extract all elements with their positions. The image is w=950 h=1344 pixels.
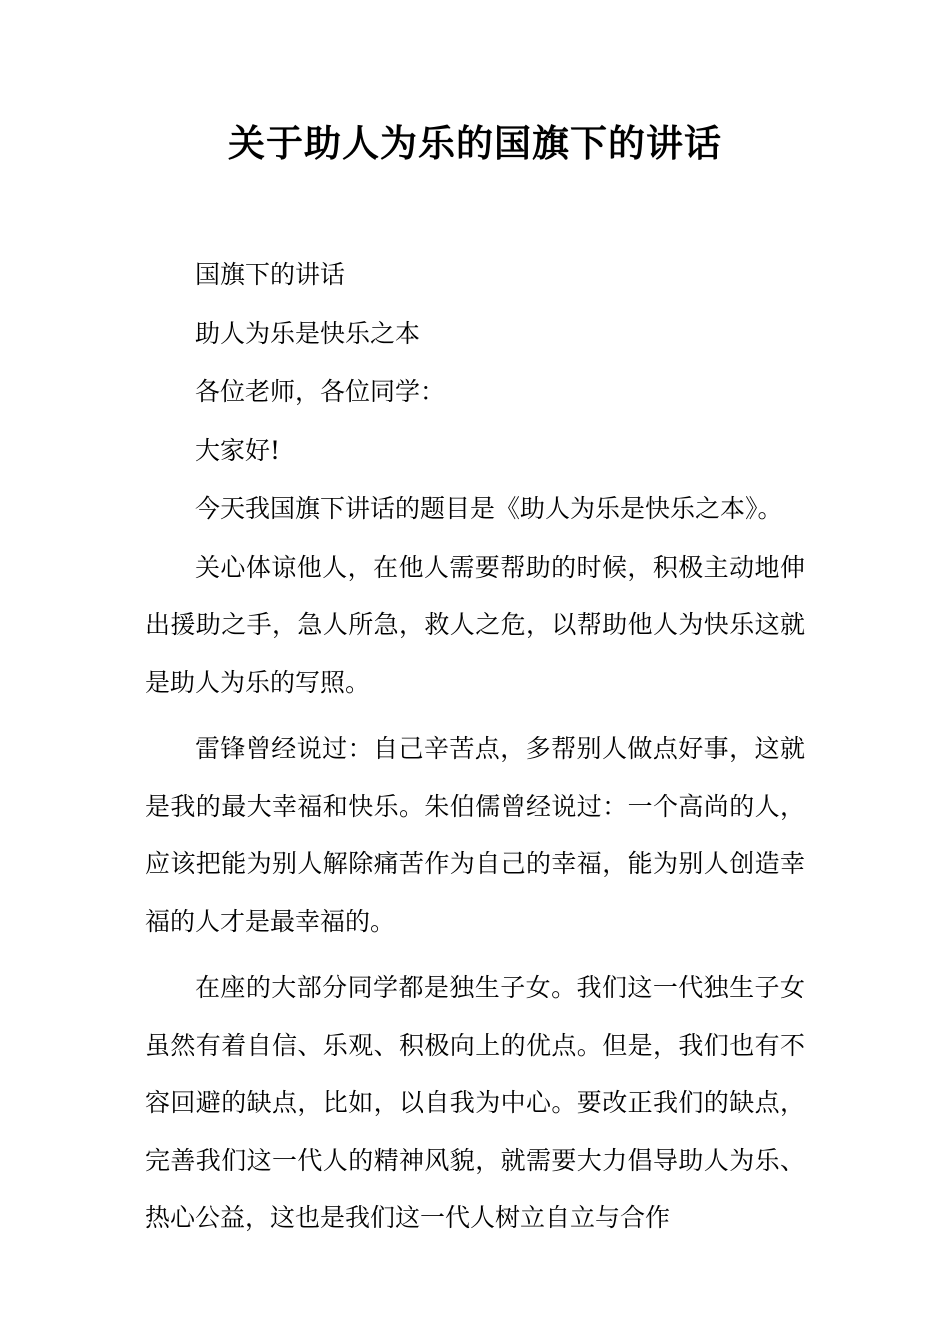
paragraph-intro: 今天我国旗下讲话的题目是《助人为乐是快乐之本》。 [195, 494, 783, 523]
document-title: 关于助人为乐的国旗下的讲话 [228, 122, 722, 165]
paragraph-quotes: 雷锋曾经说过：自己辛苦点，多帮别人做点好事，这就是我的最大幸福和快乐。朱伯儒曾经说过：一个高尚的人，应该把能为别人解除痛苦作为自己的幸福，能为别人创造幸福的人才是最幸福的。 [145, 734, 805, 936]
document-body [145, 246, 805, 1256]
paragraph-speech-type: 国旗下的讲话 [195, 260, 346, 289]
paragraph-definition: 关心体谅他人，在他人需要帮助的时候，积极主动地伸出援助之手，急人所急，救人之危，以帮助他人为快乐这就是助人为乐的写照。 [145, 552, 805, 697]
paragraph-greeting: 大家好! [195, 435, 281, 465]
paragraph-speech-topic: 助人为乐是快乐之本 [195, 318, 421, 348]
paragraph-salutation: 各位老师，各位同学： [195, 377, 446, 406]
paragraph-only-children: 在座的大部分同学都是独生子女。我们这一代独生子女虽然有着自信、乐观、积极向上的优点。但是，我们也有不容回避的缺点，比如，以自我为中心。要改正我们的缺点，完善我们这一代人的精神风貌，就需要大力倡导助人为乐、热心公益，这也是我们这一代人树立自立与合作 [145, 973, 805, 1232]
